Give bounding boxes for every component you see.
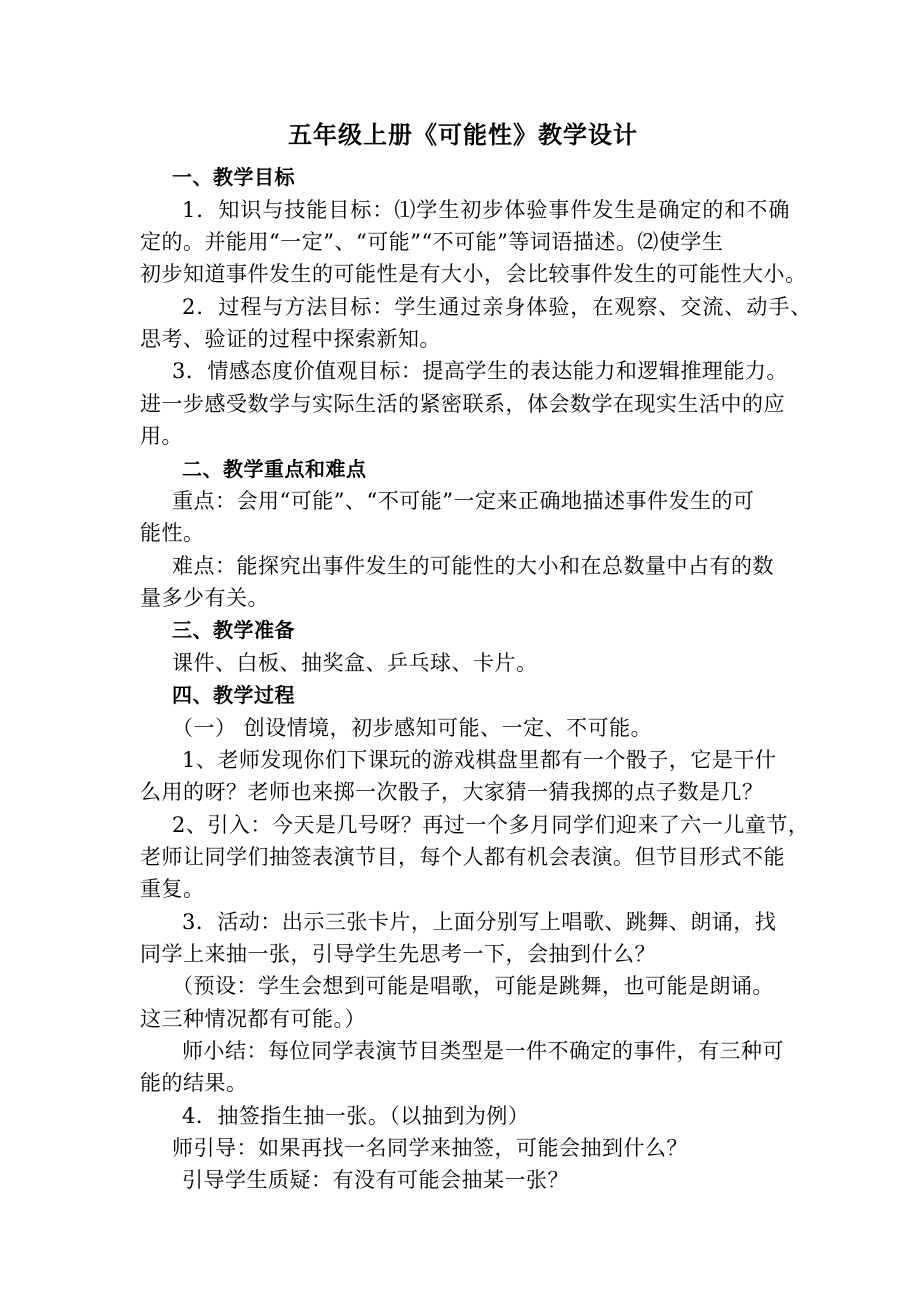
section-heading-preparation: 三、教学准备 xyxy=(172,618,295,642)
paragraph-line: 1．知识与技能目标：⑴学生初步体验事件发生是确定的和不确 xyxy=(182,198,791,222)
paragraph-line: 么用的呀？老师也来掷一次骰子，大家猜一猜我掷的点子数是几？ xyxy=(140,780,764,804)
paragraph-line: 2、引入：今天是几号呀？再过一个多月同学们迎来了六一儿童节， xyxy=(172,813,810,837)
paragraph-line: 1、老师发现你们下课玩的游戏棋盘里都有一个骰子，它是干什 xyxy=(182,748,777,772)
paragraph-line: 思考、验证的过程中探索新知。 xyxy=(140,327,441,351)
paragraph-line: 重复。 xyxy=(140,877,205,901)
paragraph-line: 3．活动：出示三张卡片，上面分别写上唱歌、跳舞、朗诵，找 xyxy=(182,910,777,934)
paragraph-line: 4．抽签指生抽一张。（以抽到为例） xyxy=(182,1104,530,1128)
paragraph-line: 3．情感态度价值观目标：提高学生的表达能力和逻辑推理能力。 xyxy=(172,359,788,383)
paragraph-line: （预设：学生会想到可能是唱歌，可能是跳舞，也可能是朗诵。 xyxy=(172,974,774,998)
paragraph-line: 课件、白板、抽奖盒、乒乓球、卡片。 xyxy=(172,651,538,675)
section-heading-objectives: 一、教学目标 xyxy=(172,165,295,189)
paragraph-line: 能的结果。 xyxy=(140,1071,248,1095)
paragraph-line: 这三种情况都有可能。） xyxy=(140,1007,366,1031)
paragraph-line: 难点：能探究出事件发生的可能性的大小和在总数量中占有的数 xyxy=(172,554,774,578)
paragraph-line: 初步知道事件发生的可能性是有大小，会比较事件发生的可能性大小。 xyxy=(140,262,807,286)
paragraph-line: 师引导：如果再找一名同学来抽签，可能会抽到什么？ xyxy=(172,1136,688,1160)
paragraph-line: 用。 xyxy=(140,424,183,448)
paragraph-line: 量多少有关。 xyxy=(140,586,269,610)
paragraph-line: 引导学生质疑：有没有可能会抽某一张？ xyxy=(182,1168,569,1192)
section-heading-process: 四、教学过程 xyxy=(172,683,295,707)
paragraph-line: 师小结：每位同学表演节目类型是一件不确定的事件，有三种可 xyxy=(182,1039,784,1063)
paragraph-line: 2．过程与方法目标：学生通过亲身体验，在观察、交流、动手、 xyxy=(182,295,813,319)
paragraph-line: 同学上来抽一张，引导学生先思考一下，会抽到什么？ xyxy=(140,942,656,966)
paragraph-line: 定的。并能用“一定”、“可能”“不可能”等词语描述。⑵使学生 xyxy=(140,230,724,254)
paragraph-line: 重点：会用“可能”、“不可能”一定来正确地描述事件发生的可 xyxy=(172,489,755,513)
paragraph-line: 老师让同学们抽签表演节目，每个人都有机会表演。但节目形式不能 xyxy=(140,845,785,869)
subsection-heading: （一） 创设情境，初步感知可能、一定、不可能。 xyxy=(172,716,653,740)
document-title: 五年级上册《可能性》教学设计 xyxy=(288,120,638,149)
paragraph-line: 进一步感受数学与实际生活的紧密联系，体会数学在现实生活中的应 xyxy=(140,392,785,416)
paragraph-line: 能性。 xyxy=(140,521,205,545)
section-heading-key-points: 二、教学重点和难点 xyxy=(182,457,367,481)
